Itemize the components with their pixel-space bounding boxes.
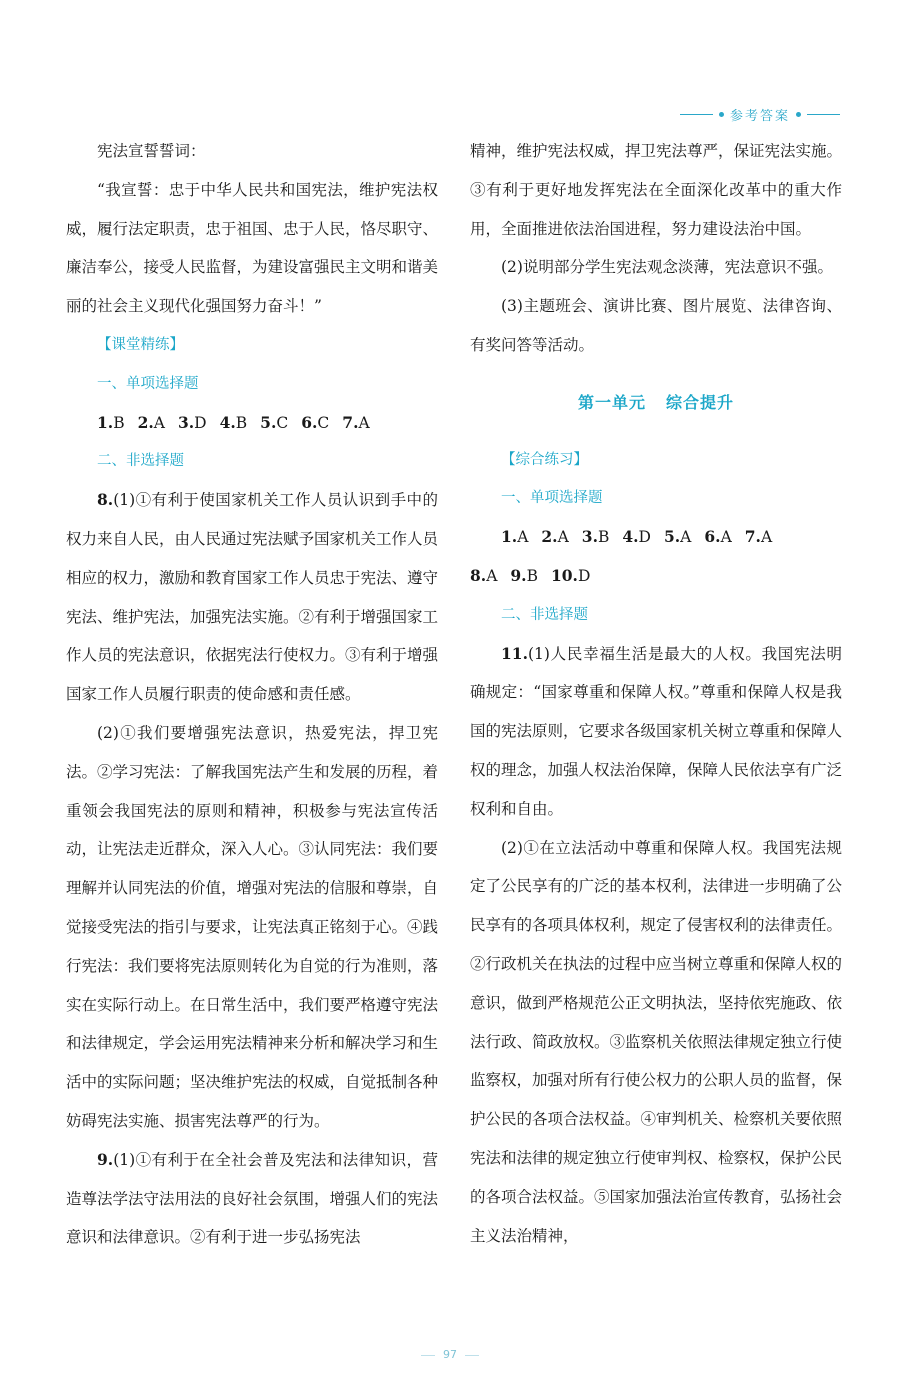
question-8-text-1: (1)①有利于使国家机关工作人员认识到手中的权力来自人民，由人民通过宪法赋予国家机关工作人员相应的权力，激励和教育国家工作人员忠于宪法、遵守宪法、维护宪法，加强宪法实施。②有利于增强国家工作人员的宪法意识，依据宪法行使权力。③有利于增强国家工作人员履行职责的使命感和责任感。 xyxy=(66,491,439,704)
question-9-continued: 精神，维护宪法权威，捍卫宪法尊严，保证宪法实施。③有利于更好地发挥宪法在全面深化改革中的重大作用，全面推进依法治国进程，努力建设法治中国。 xyxy=(470,142,843,238)
answer-item xyxy=(301,414,329,432)
question-11-part-1 xyxy=(470,635,842,829)
answer-number: 1. xyxy=(501,527,518,547)
question-11-text-1: (1)人民幸福生活是最大的人权。我国宪法明确规定：“国家尊重和保障人权。”尊重和保障人权是我国的宪法原则，它要求各级国家机关树立尊重和保障人权的理念，加强人权法治保障，保障人民依法享有广泛权利和自由。 xyxy=(470,644,843,818)
answer-item xyxy=(551,567,590,585)
answer-value: A xyxy=(680,528,692,547)
answer-value: D xyxy=(577,566,591,585)
question-8-part-1 xyxy=(66,481,438,714)
answer-number: 10. xyxy=(550,565,578,585)
answer-item xyxy=(622,528,651,546)
question-11-part-2: (2)①在立法活动中尊重和保障人权。我国宪法规定了公民享有的广泛的基本权利，法律进一步明确了公民享有的各项具体权利，规定了侵害权利的法律责任。②行政机关在执法的过程中应当树立尊重和保障人权的意识，做到严格规范公正文明执法，坚持依宪施政、依法行政、简政放权。③监察机关依照法律规定独立行使监察权，加强对所有行使公权力的公职人员的监督，保护公民的各项合法权益。④审判机关、检察机关要依照宪法和法律的规定独立行使审判权、检察权，保护公民的各项合法权益。⑤国家加强法治宣传教育，弘扬社会主义法治精神， xyxy=(470,838,843,1245)
answer-value: D xyxy=(638,528,651,547)
answer-number: 2. xyxy=(541,527,558,547)
answer-number: 4. xyxy=(622,527,639,547)
answer-number: 5. xyxy=(663,527,681,547)
answer-item xyxy=(501,528,528,546)
subheading-single-choice: 一、单项选择题 xyxy=(97,375,199,392)
answer-number: 3. xyxy=(177,412,195,432)
page-dash-left xyxy=(421,1355,435,1356)
oath-text: “我宣誓：忠于中华人民共和国宪法，维护宪法权威，履行法定职责，忠于祖国、忠于人民，恪尽职守、廉洁奉公，接受人民监督，为建设富强民主文明和谐美丽的社会主义现代化强国努力奋斗！” xyxy=(66,180,439,316)
answer-item xyxy=(582,528,610,546)
section-heading-comprehensive: 【综合练习】 xyxy=(501,451,588,468)
section-heading-classroom: 【课堂精练】 xyxy=(97,336,184,353)
page-number xyxy=(0,1348,900,1361)
question-number: 11. xyxy=(501,643,528,663)
page-number-text: 97 xyxy=(443,1348,457,1361)
answer-number: 2. xyxy=(137,412,154,432)
answer-item xyxy=(704,528,731,546)
answer-number: 5. xyxy=(260,412,277,432)
answer-value: A xyxy=(358,413,370,432)
page-dash-right xyxy=(465,1355,479,1356)
question-number: 8. xyxy=(97,490,114,510)
answer-number: 1. xyxy=(97,412,114,432)
unit-title-b: 综合提升 xyxy=(666,392,735,412)
answer-value: A xyxy=(557,528,569,547)
question-9-part-3: (3)主题班会、演讲比赛、图片展览、法律咨询、有奖问答等活动。 xyxy=(470,297,842,354)
answer-number: 9. xyxy=(510,565,527,585)
question-8-part-2: (2)①我们要增强宪法意识，热爱宪法，捍卫宪法。②学习宪法：了解我国宪法产生和发展的历程，着重领会我国宪法的原则和精神，积极参与宪法宣传活动，让宪法走近群众，深入人心。③认同宪法：我们要理解并认同宪法的价值，增强对宪法的信服和尊崇，自觉接受宪法的指引与要求，让宪法真正铭刻于心。④践行宪法：我们要将宪法原则转化为自觉的行为准则，落实在实际行动上。在日常生活中，我们要严格遵守宪法和法律规定，学会运用宪法精神来分析和解决学习和生活中的实际问题；坚决维护宪法的权威，自觉抵制各种妨碍宪法实施、损害宪法尊严的行为。 xyxy=(66,723,439,1130)
subheading-non-choice: 二、非选择题 xyxy=(97,453,184,470)
header-dot-icon xyxy=(796,112,801,117)
answer-number: 6. xyxy=(704,527,721,547)
answer-item xyxy=(664,528,691,546)
answer-number: 3. xyxy=(581,527,598,547)
header-answer-tag xyxy=(680,104,840,124)
answer-item xyxy=(260,414,288,432)
answer-list-row-1 xyxy=(470,518,842,557)
answer-number: 7. xyxy=(342,412,359,432)
answer-value: B xyxy=(597,528,610,547)
answer-list-classroom xyxy=(66,404,438,443)
answer-number: 8. xyxy=(470,565,487,585)
oath-title: 宪法宣誓誓词： xyxy=(97,142,206,160)
answer-value: A xyxy=(517,528,529,547)
answer-item xyxy=(97,414,125,432)
right-column xyxy=(470,132,842,1255)
answer-item xyxy=(510,567,538,585)
answer-item xyxy=(745,528,772,546)
unit-title xyxy=(470,384,842,423)
answer-item xyxy=(470,567,497,585)
answer-value: B xyxy=(113,413,125,432)
subheading-non-choice: 二、非选择题 xyxy=(501,606,588,623)
left-column xyxy=(66,132,438,1257)
answer-value: A xyxy=(486,566,498,585)
header-dot-icon xyxy=(719,112,724,117)
answer-value: A xyxy=(153,413,165,432)
answer-value: B xyxy=(526,566,538,585)
question-9-text-1: (1)①有利于在全社会普及宪法和法律知识，营造尊法学法守法用法的良好社会氛围，增强人们的宪法意识和法律意识。②有利于进一步弘扬宪法 xyxy=(66,1150,439,1247)
header-tag-text: 参考答案 xyxy=(730,108,791,124)
answer-value: A xyxy=(760,528,773,547)
answer-value: D xyxy=(194,413,207,432)
answer-item xyxy=(541,528,568,546)
answer-number: 7. xyxy=(744,527,761,547)
header-line-left xyxy=(680,114,713,115)
header-line-right xyxy=(807,114,840,115)
answer-value: C xyxy=(276,413,289,432)
unit-title-a: 第一单元 xyxy=(577,392,646,412)
question-9-part-2: (2)说明部分学生宪法观念淡薄，宪法意识不强。 xyxy=(501,258,833,277)
answer-item xyxy=(138,414,165,432)
answer-value: A xyxy=(720,528,732,547)
answer-item xyxy=(342,414,369,432)
question-9-part-1 xyxy=(66,1141,438,1257)
answer-number: 4. xyxy=(219,412,236,432)
answer-item xyxy=(178,414,207,432)
question-number: 9. xyxy=(97,1149,114,1169)
answer-value: B xyxy=(235,413,248,432)
subheading-single-choice: 一、单项选择题 xyxy=(501,490,603,507)
answer-number: 6. xyxy=(301,412,318,432)
answer-value: C xyxy=(317,413,330,432)
answer-item xyxy=(220,414,248,432)
answer-list-row-2 xyxy=(470,557,842,596)
